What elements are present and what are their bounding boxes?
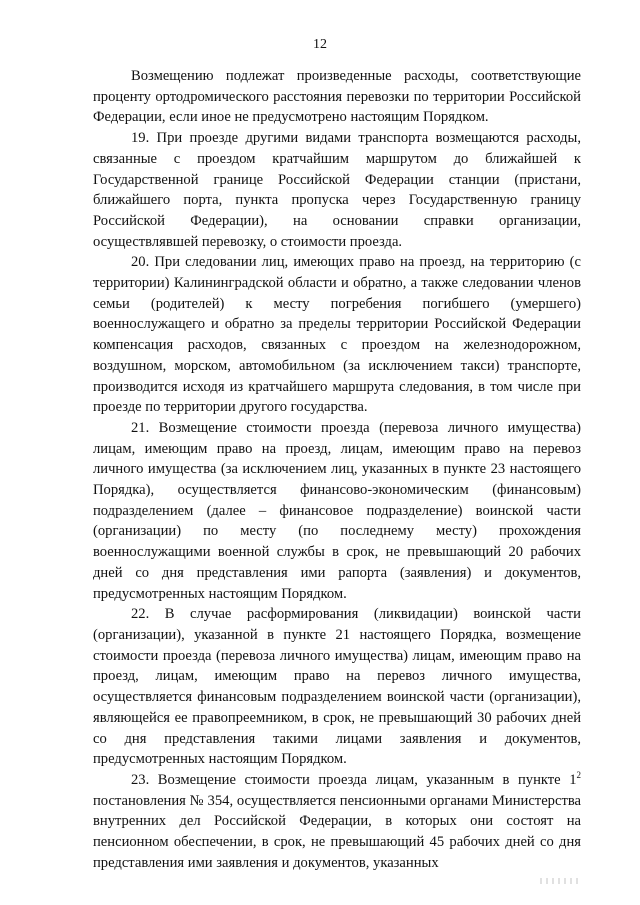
document-body	[93, 66, 581, 873]
paragraph-continuation: Возмещению подлежат произведенные расходы, соответствующие проценту ортодромического расстояния перевозки по территории Российской Федерации, если иное не предусмотрено настоящим Порядком.	[93, 68, 581, 126]
paragraph-23	[93, 770, 581, 874]
paragraph-21: 21. Возмещение стоимости проезда (перевоза личного имущества) лицам, имеющим право на проезд, лицам, имеющим право на перевоз личного имущества (за исключением лиц, указанных в пункте 23 настоящего Порядка), осуществляется финансово-экономическим (финансовым) подразделением (далее – финансовое подразделение) воинской части (организации) по месту (по последнему месту) прохождения военнослужащими военной службы в срок, не превышающий 20 рабочих дней со дня представления ими рапорта (заявления) и документов, предусмотренных настоящим Порядком.	[93, 419, 581, 602]
page-number: 12	[313, 37, 327, 52]
paragraph-19: 19. При проезде другими видами транспорта возмещаются расходы, связанные с проездом кратчайшим маршрутом до ближайшей к Государственной границе Российской Федерации станции (пристани, ближайшего порта, пункта пропуска через Государственную границу Российской Федерации), на основании справки организации, осуществлявшей перевозку, о стоимости проезда.	[93, 130, 581, 250]
paragraph-22: 22. В случае расформирования (ликвидации) воинской части (организации), указанной в пункте 21 настоящего Порядка, возмещение стоимости проезда (перевоза личного имущества) лицам, имеющим право на проезд, лицам, имеющим право на перевоз личного имущества, осуществляется финансовым подразделением воинской части (организации), являющейся ее правопреемником, в срок, не превышающий 30 рабочих дней со дня представления такими лицами заявления и документов, предусмотренных настоящим Порядком.	[93, 606, 581, 768]
paragraph-23-rest: постановления № 354, осуществляется пенсионными органами Министерства внутренних дел Российской Федерации, в которых они состоят на пенсионном обеспечении, в срок, не превышающий 45 рабочих дней со дня представления ими заявления и документов, указанных	[93, 792, 581, 871]
paragraph-20: 20. При следовании лиц, имеющих право на проезд, на территорию (с территории) Калининградской области и обратно, а также следовании членов семьи (родителей) к месту погребения погибшего (умершего) военнослужащего и обратно за пределы территории Российской Федерации компенсация расходов, связанных с проездом на железнодорожном, воздушном, морском, автомобильном (за исключением такси) транспорте, производится исходя из кратчайшего маршрута следования, в том числе при проезде по территории другого государства.	[93, 254, 581, 416]
scan-artifact	[540, 878, 580, 884]
paragraph-23-start: 23. Возмещение стоимости проезда лицам, указанным в пункте 1	[131, 771, 577, 788]
footnote-superscript: 2	[576, 770, 581, 781]
